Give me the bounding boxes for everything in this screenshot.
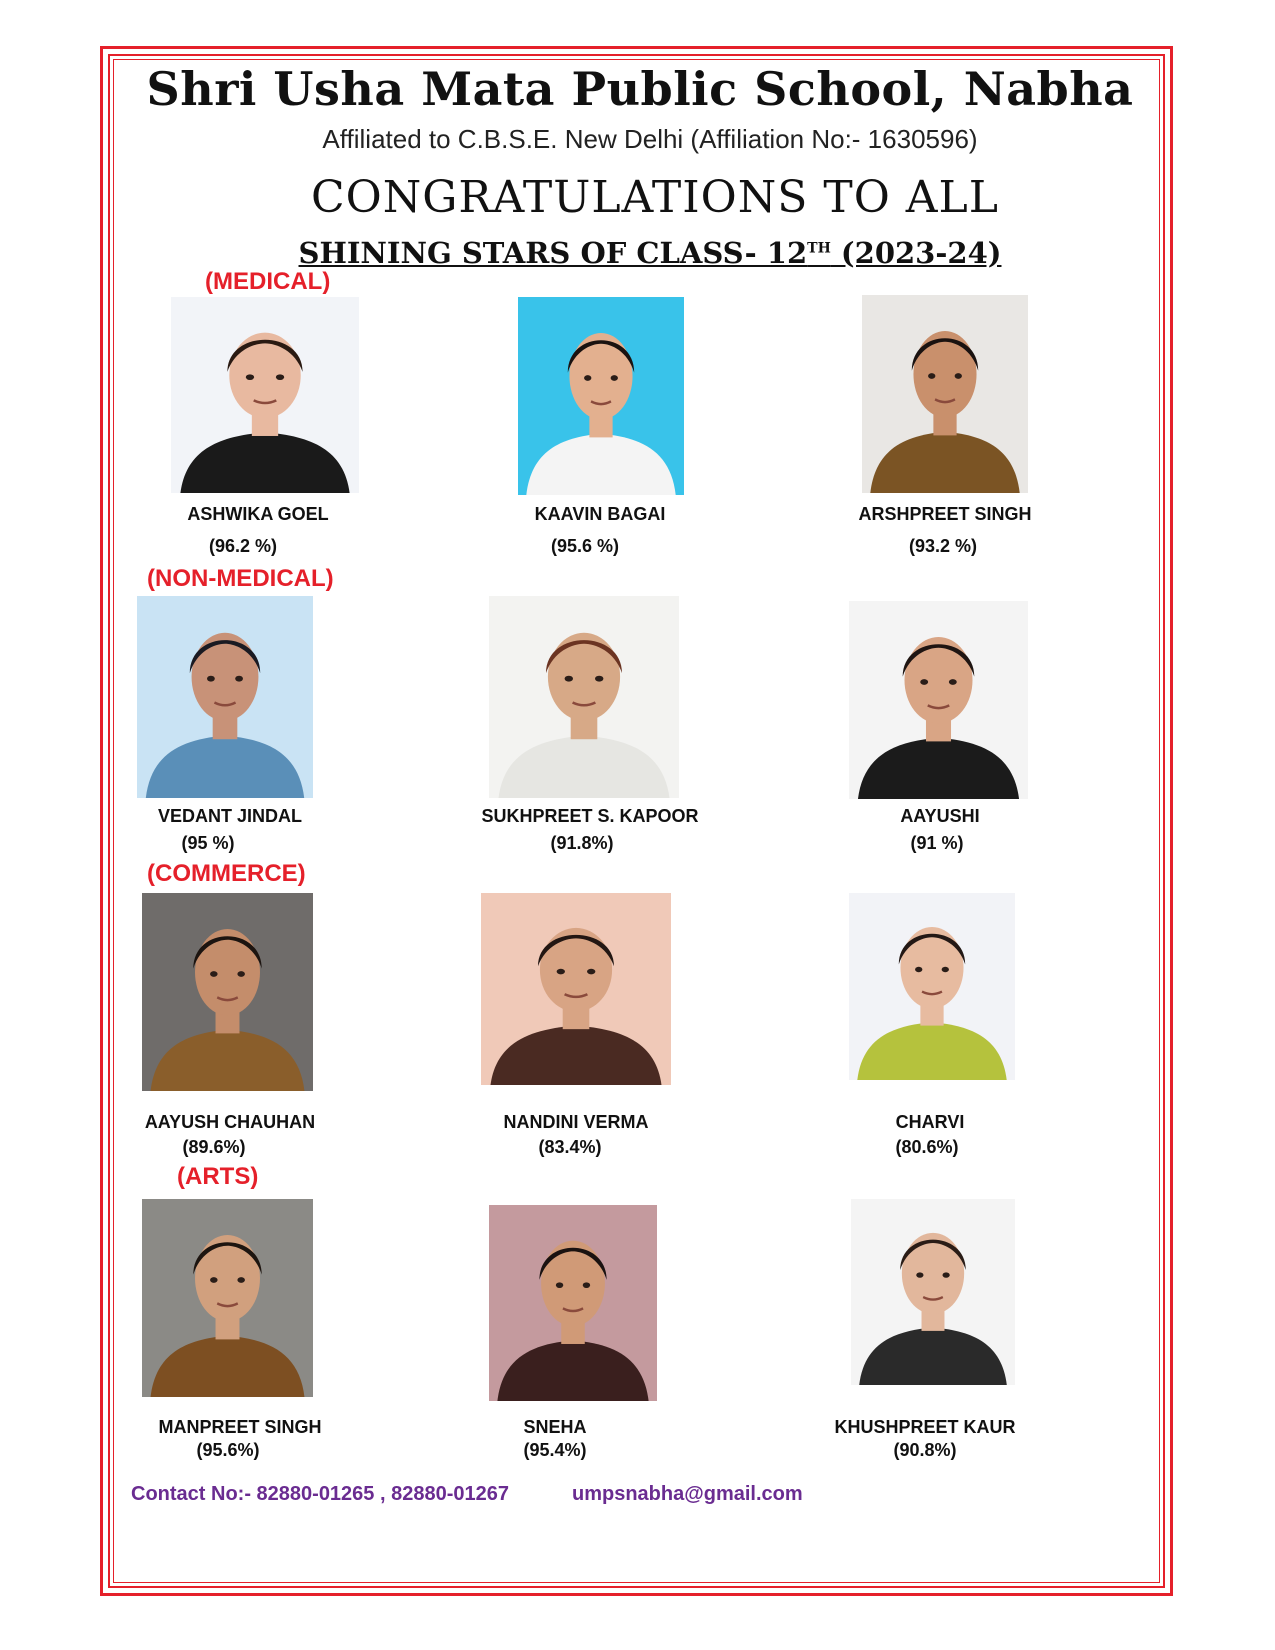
student-name: AAYUSH CHAUHAN bbox=[144, 1112, 316, 1132]
face bbox=[195, 929, 260, 1015]
congratulations-heading: CONGRATULATIONS TO ALL bbox=[311, 172, 999, 223]
eye bbox=[556, 1282, 563, 1288]
affiliation-line: Affiliated to C.B.S.E. New Delhi (Affiliation No:- 1630596) bbox=[322, 124, 978, 154]
student-percent: (90.8%) bbox=[893, 1440, 957, 1460]
eye bbox=[584, 375, 591, 381]
student-name: NANDINI VERMA bbox=[503, 1112, 649, 1132]
student-name: KAAVIN BAGAI bbox=[534, 504, 666, 524]
stream-label-medical: (MEDICAL) bbox=[205, 268, 331, 295]
eye bbox=[557, 969, 565, 975]
student-photo bbox=[489, 596, 679, 798]
student-photo bbox=[481, 893, 671, 1085]
student-photo bbox=[142, 1199, 313, 1397]
eye bbox=[207, 676, 215, 682]
student-name: MANPREET SINGH bbox=[158, 1417, 322, 1437]
contact-email[interactable]: umpsnabha@gmail.com bbox=[572, 1483, 803, 1505]
eye bbox=[916, 1272, 923, 1277]
student-percent: (95.4%) bbox=[523, 1440, 587, 1460]
eye bbox=[210, 971, 218, 977]
student-percent: (95.6 %) bbox=[550, 536, 620, 556]
student-photo bbox=[851, 1199, 1015, 1385]
student-percent: (95.6%) bbox=[196, 1440, 260, 1460]
title-prefix: SHINING STARS OF CLASS- 12 bbox=[298, 236, 808, 270]
eye bbox=[942, 967, 949, 972]
eye bbox=[928, 373, 935, 379]
face bbox=[900, 927, 963, 1009]
eye bbox=[235, 676, 243, 682]
shining-stars-title bbox=[120, 236, 1180, 270]
eye bbox=[237, 1277, 245, 1283]
student-photo bbox=[171, 297, 359, 493]
student-name: SNEHA bbox=[523, 1417, 587, 1437]
face bbox=[904, 637, 972, 723]
eye bbox=[611, 375, 618, 381]
eye bbox=[595, 676, 603, 682]
student-photo bbox=[518, 297, 684, 495]
title-superscript: TH bbox=[807, 240, 831, 257]
student-photo bbox=[849, 893, 1015, 1080]
portrait-icon bbox=[137, 596, 313, 798]
student-name: AAYUSHI bbox=[900, 806, 980, 826]
eye bbox=[583, 1282, 590, 1288]
student-name: VEDANT JINDAL bbox=[157, 806, 302, 826]
face bbox=[548, 633, 620, 721]
portrait-icon bbox=[518, 297, 684, 495]
portrait-icon bbox=[481, 893, 671, 1085]
stream-label-arts: (ARTS) bbox=[177, 1163, 259, 1190]
contact-numbers: Contact No:- 82880-01265 , 82880-01267 bbox=[131, 1483, 509, 1505]
eye bbox=[246, 374, 254, 380]
student-percent: (95 %) bbox=[181, 833, 235, 853]
student-photo bbox=[849, 601, 1028, 799]
eye bbox=[955, 373, 962, 379]
eye bbox=[943, 1272, 950, 1277]
face bbox=[195, 1235, 260, 1321]
student-photo bbox=[489, 1205, 657, 1401]
face bbox=[540, 928, 612, 1012]
portrait-icon bbox=[171, 297, 359, 493]
face bbox=[569, 333, 632, 419]
portrait-icon bbox=[489, 1205, 657, 1401]
eye bbox=[237, 971, 245, 977]
portrait-icon bbox=[849, 601, 1028, 799]
face bbox=[192, 633, 259, 721]
student-percent: (80.6%) bbox=[895, 1137, 959, 1157]
title-suffix: (2023-24) bbox=[830, 236, 1002, 270]
face bbox=[913, 331, 976, 417]
eye bbox=[565, 676, 573, 682]
eye bbox=[210, 1277, 218, 1283]
student-percent: (91 %) bbox=[910, 833, 964, 853]
student-name: ASHWIKA GOEL bbox=[187, 504, 329, 524]
portrait-icon bbox=[862, 295, 1028, 493]
student-name: KHUSHPREET KAUR bbox=[834, 1417, 1016, 1437]
student-photo bbox=[137, 596, 313, 798]
eye bbox=[949, 679, 957, 685]
stream-label-commerce: (COMMERCE) bbox=[147, 860, 306, 887]
student-percent: (91.8%) bbox=[550, 833, 614, 853]
student-name: SUKHPREET S. KAPOOR bbox=[481, 806, 699, 826]
portrait-icon bbox=[851, 1199, 1015, 1385]
student-name: CHARVI bbox=[895, 1112, 965, 1132]
eye bbox=[920, 679, 928, 685]
student-percent: (83.4%) bbox=[538, 1137, 602, 1157]
portrait-icon bbox=[142, 1199, 313, 1397]
face bbox=[229, 333, 300, 419]
portrait-icon bbox=[489, 596, 679, 798]
student-name: ARSHPREET SINGH bbox=[858, 504, 1032, 524]
face bbox=[902, 1233, 964, 1314]
face bbox=[541, 1241, 605, 1327]
eye bbox=[915, 967, 922, 972]
student-percent: (93.2 %) bbox=[908, 536, 978, 556]
student-percent: (89.6%) bbox=[182, 1137, 246, 1157]
student-photo bbox=[862, 295, 1028, 493]
portrait-icon bbox=[142, 893, 313, 1091]
school-name: Shri Usha Mata Public School, Nabha bbox=[146, 62, 1134, 116]
student-percent: (96.2 %) bbox=[208, 536, 278, 556]
eye bbox=[276, 374, 284, 380]
portrait-icon bbox=[849, 893, 1015, 1080]
stream-label-non-medical: (NON-MEDICAL) bbox=[147, 565, 334, 592]
student-photo bbox=[142, 893, 313, 1091]
eye bbox=[587, 969, 595, 975]
